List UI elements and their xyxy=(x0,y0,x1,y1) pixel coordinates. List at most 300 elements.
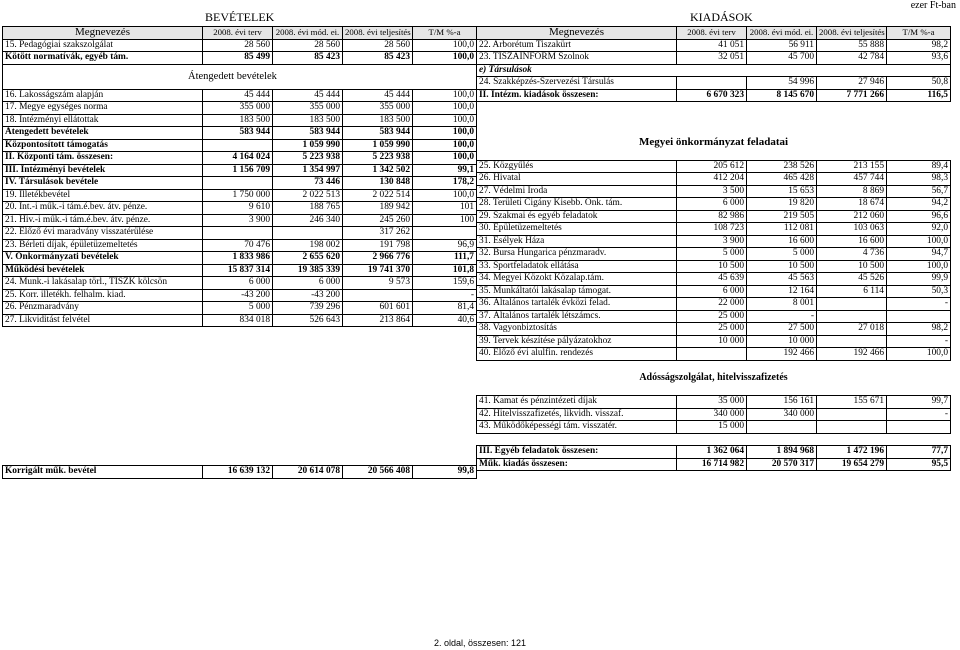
row-value: 130 848 xyxy=(343,177,413,190)
row-value: - xyxy=(887,298,951,311)
row-label: Kötött normatívák, egyéb tám. xyxy=(3,52,203,65)
row-value: 2 022 513 xyxy=(273,189,343,202)
row-label: 18. Intézményi ellátottak xyxy=(3,114,203,127)
row-value: 35 000 xyxy=(677,396,747,409)
table-row xyxy=(3,302,477,315)
row-value: 16 600 xyxy=(747,235,817,248)
row-value: 45 563 xyxy=(747,273,817,286)
row-label: II. Intézm. kiadások összesen: xyxy=(477,89,677,102)
row-value: 1 472 196 xyxy=(817,446,887,459)
row-label: 36. Általános tartalék évközi felad. xyxy=(477,298,677,311)
row-value: 457 744 xyxy=(817,173,887,186)
row-label: Központosított támogatás xyxy=(3,139,203,152)
blank-row xyxy=(3,442,477,454)
atengedett-heading: Átengedett bevételek xyxy=(3,64,477,89)
row-value: 188 765 xyxy=(273,202,343,215)
row-value: 4 736 xyxy=(817,248,887,261)
unit-label: ezer Ft-ban xyxy=(910,0,956,11)
row-value: 89,4 xyxy=(887,160,951,173)
column-header: T/M %-a xyxy=(413,27,477,40)
row-value: 16 714 982 xyxy=(677,458,747,471)
expense-table xyxy=(476,26,951,471)
table-row xyxy=(477,160,951,173)
row-label: 23. Bérleti díjak, épületüzemeltetés xyxy=(3,239,203,252)
row-value: 100 xyxy=(413,214,477,227)
column-header: 2008. évi teljesítés xyxy=(343,27,413,40)
row-value: 6 000 xyxy=(273,277,343,290)
row-value: 103 063 xyxy=(817,223,887,236)
row-value: 465 428 xyxy=(747,173,817,186)
row-value: 100,0 xyxy=(413,114,477,127)
row-value xyxy=(817,408,887,421)
table-row xyxy=(477,408,951,421)
row-value: 15 837 314 xyxy=(203,264,273,277)
row-value: 9 610 xyxy=(203,202,273,215)
table-row xyxy=(3,52,477,65)
blank-row xyxy=(477,114,951,126)
page-footer: 2. oldal, összesen: 121 xyxy=(433,638,527,648)
row-value: - xyxy=(887,408,951,421)
row-label: 24. Szakképzés-Szervezési Társulás xyxy=(477,77,677,90)
row-label: 33. Sportfeladatok ellátása xyxy=(477,260,677,273)
row-label: 21. Hiv.-i műk.-i tám.é.bev. átv. pénze. xyxy=(3,214,203,227)
row-value: 18 674 xyxy=(817,198,887,211)
table-row xyxy=(3,127,477,140)
blank-row xyxy=(3,431,477,443)
blank-cell xyxy=(477,125,951,137)
row-label: 27. Likviditást felvétel xyxy=(3,314,203,327)
row-value: 10 000 xyxy=(677,335,747,348)
row-value: 189 942 xyxy=(343,202,413,215)
row-value: 55 888 xyxy=(817,39,887,52)
row-value xyxy=(203,227,273,240)
table-row xyxy=(477,285,951,298)
row-value: 96,9 xyxy=(413,239,477,252)
table-row xyxy=(3,89,477,102)
row-value: 340 000 xyxy=(677,408,747,421)
column-header: 2008. évi terv xyxy=(677,27,747,40)
row-value: 32 051 xyxy=(677,52,747,65)
blank-row xyxy=(477,360,951,372)
row-value: 6 670 323 xyxy=(677,89,747,102)
blank-row xyxy=(477,125,951,137)
muk-total-row xyxy=(477,458,951,471)
column-header: 2008. évi terv xyxy=(203,27,273,40)
column-header: 2008. évi teljesítés xyxy=(817,27,887,40)
row-value xyxy=(273,227,343,240)
row-label: 43. Működőképességi tám. visszatér. xyxy=(477,421,677,434)
blank-row xyxy=(477,433,951,446)
blank-cell xyxy=(3,442,477,454)
blank-cell xyxy=(477,114,951,126)
table-row xyxy=(477,273,951,286)
table-row xyxy=(3,114,477,127)
blank-cell xyxy=(3,396,477,408)
blank-row xyxy=(3,339,477,351)
table-row xyxy=(477,396,951,409)
blank-cell xyxy=(3,431,477,443)
table-row xyxy=(477,198,951,211)
table-row xyxy=(477,39,951,52)
row-value: 178,2 xyxy=(413,177,477,190)
row-value: - xyxy=(413,289,477,302)
row-value: 28 560 xyxy=(343,39,413,52)
egyeb-total-row xyxy=(477,446,951,459)
table-row xyxy=(3,227,477,240)
blank-cell xyxy=(477,360,951,372)
row-label: 25. Korr. illetékh. felhalm. kiad. xyxy=(3,289,203,302)
row-label: Korrigált műk. bevétel xyxy=(3,466,203,479)
row-value xyxy=(817,421,887,434)
row-value: 56,7 xyxy=(887,185,951,198)
row-value: 183 500 xyxy=(343,114,413,127)
income-section-title: BEVÉTELEK xyxy=(205,10,275,24)
blank-cell xyxy=(3,373,477,385)
table-row xyxy=(3,239,477,252)
row-value: 213 155 xyxy=(817,160,887,173)
row-value: 100,0 xyxy=(413,39,477,52)
row-label: 25. Közgyűlés xyxy=(477,160,677,173)
row-label: 20. Int.-i műk.-i tám.é.bev. átv. pénze. xyxy=(3,202,203,215)
row-value: 238 526 xyxy=(747,160,817,173)
row-value: 198 002 xyxy=(273,239,343,252)
row-label: 31. Esélyek Háza xyxy=(477,235,677,248)
table-row xyxy=(477,335,951,348)
row-value: 3 500 xyxy=(677,185,747,198)
row-value: 1 750 000 xyxy=(203,189,273,202)
row-value: 5 223 938 xyxy=(343,152,413,165)
income-total-row xyxy=(3,466,477,479)
row-value xyxy=(747,421,817,434)
row-value: -43 200 xyxy=(273,289,343,302)
header-row xyxy=(477,27,951,40)
row-value: 412 204 xyxy=(677,173,747,186)
blank-row xyxy=(3,362,477,374)
row-value: 82 986 xyxy=(677,210,747,223)
blank-row xyxy=(477,148,951,160)
row-value: 212 060 xyxy=(817,210,887,223)
blank-cell xyxy=(3,362,477,374)
row-value xyxy=(343,289,413,302)
row-value: 739 296 xyxy=(273,302,343,315)
row-value: 15 000 xyxy=(677,421,747,434)
row-value: 5 000 xyxy=(677,248,747,261)
row-value: 81,4 xyxy=(413,302,477,315)
row-value: 1 342 502 xyxy=(343,164,413,177)
row-value: 98,2 xyxy=(887,323,951,336)
table-row xyxy=(3,289,477,302)
adossag-heading: Adósságszolgálat, hitelvisszafizetés xyxy=(639,372,788,384)
row-value: 8 145 670 xyxy=(747,89,817,102)
row-value: 100,0 xyxy=(413,139,477,152)
row-label: 23. TISZAINFORM Szolnok xyxy=(477,52,677,65)
row-value: 73 446 xyxy=(273,177,343,190)
row-value: 93,6 xyxy=(887,52,951,65)
row-label: 41. Kamat és pénzintézeti díjak xyxy=(477,396,677,409)
row-value xyxy=(887,310,951,323)
row-value: 191 798 xyxy=(343,239,413,252)
row-value: 1 362 064 xyxy=(677,446,747,459)
row-value: 101,8 xyxy=(413,264,477,277)
table-row xyxy=(477,260,951,273)
row-value: 100,0 xyxy=(413,152,477,165)
megyei-heading: Megyei önkormányzat feladatai xyxy=(638,136,789,148)
blank-row xyxy=(3,408,477,420)
row-label: 29. Szakmai és egyéb feladatok xyxy=(477,210,677,223)
blank-cell xyxy=(3,454,477,466)
row-label: 32. Bursa Hungarica pénzmaradv. xyxy=(477,248,677,261)
row-value: 92,0 xyxy=(887,223,951,236)
row-value xyxy=(677,77,747,90)
row-value: 16 600 xyxy=(817,235,887,248)
row-value: 19 820 xyxy=(747,198,817,211)
row-value xyxy=(203,139,273,152)
blank-cell xyxy=(477,384,951,396)
blank-row xyxy=(3,396,477,408)
table-row xyxy=(3,314,477,327)
row-value: 183 500 xyxy=(273,114,343,127)
row-value: 99,7 xyxy=(887,396,951,409)
row-value: 601 601 xyxy=(343,302,413,315)
row-value: 94,7 xyxy=(887,248,951,261)
row-label: V. Önkormányzati bevételek xyxy=(3,252,203,265)
row-value: 4 164 024 xyxy=(203,152,273,165)
row-value: 19 385 339 xyxy=(273,264,343,277)
row-label: 34. Megyei Közokt Közalap.tám. xyxy=(477,273,677,286)
row-value xyxy=(677,348,747,361)
row-value: 40,6 xyxy=(413,314,477,327)
row-label: 17. Megye egységes norma xyxy=(3,102,203,115)
row-label: 27. Védelmi Iroda xyxy=(477,185,677,198)
row-value: 355 000 xyxy=(273,102,343,115)
row-value: 45 444 xyxy=(273,89,343,102)
row-value: 15 653 xyxy=(747,185,817,198)
table-row xyxy=(477,223,951,236)
row-value: 317 262 xyxy=(343,227,413,240)
table-row xyxy=(3,177,477,190)
row-value: 98,2 xyxy=(887,39,951,52)
row-value: 159,6 xyxy=(413,277,477,290)
row-value: 10 500 xyxy=(747,260,817,273)
blank-cell xyxy=(3,327,477,339)
table-row xyxy=(3,152,477,165)
blank-row xyxy=(3,454,477,466)
row-label: 37. Általános tartalék létszámcs. xyxy=(477,310,677,323)
table-row xyxy=(477,248,951,261)
row-value: 70 476 xyxy=(203,239,273,252)
row-value: 2 966 776 xyxy=(343,252,413,265)
table-row xyxy=(3,277,477,290)
income-table xyxy=(2,26,477,479)
row-value: 355 000 xyxy=(203,102,273,115)
table-row xyxy=(3,189,477,202)
row-label: 26. Hivatal xyxy=(477,173,677,186)
row-value: 10 500 xyxy=(677,260,747,273)
row-value: 20 614 078 xyxy=(273,466,343,479)
row-value: 1 059 990 xyxy=(343,139,413,152)
row-value: 1 059 990 xyxy=(273,139,343,152)
row-value: 94,2 xyxy=(887,198,951,211)
blank-cell xyxy=(3,339,477,351)
blank-cell xyxy=(3,350,477,362)
blank-row xyxy=(3,419,477,431)
column-header: T/M %-a xyxy=(887,27,951,40)
row-value: 100,0 xyxy=(887,348,951,361)
row-value: 100,0 xyxy=(413,189,477,202)
row-value: 45 444 xyxy=(203,89,273,102)
row-value: 1 894 968 xyxy=(747,446,817,459)
tarsulasok-heading xyxy=(477,64,951,77)
table-row xyxy=(477,323,951,336)
table-row xyxy=(477,298,951,311)
row-label: 35. Munkáltatói lakásalap támogat. xyxy=(477,285,677,298)
row-value: 246 340 xyxy=(273,214,343,227)
row-value: 77,7 xyxy=(887,446,951,459)
blank-cell xyxy=(3,419,477,431)
column-header: 2008. évi mód. ei. xyxy=(273,27,343,40)
row-label: 22. Arborétum Tiszakürt xyxy=(477,39,677,52)
row-value: 12 164 xyxy=(747,285,817,298)
row-value xyxy=(817,335,887,348)
row-value: 583 944 xyxy=(203,127,273,140)
blank-cell xyxy=(3,385,477,397)
row-value: 54 996 xyxy=(747,77,817,90)
row-value: 45 526 xyxy=(817,273,887,286)
row-value: 85 423 xyxy=(273,52,343,65)
blank-row xyxy=(3,327,477,339)
header-row xyxy=(3,27,477,40)
row-value: 219 505 xyxy=(747,210,817,223)
row-value: 1 156 709 xyxy=(203,164,273,177)
row-value: 101 xyxy=(413,202,477,215)
column-header: 2008. évi mód. ei. xyxy=(747,27,817,40)
expense-section-title: KIADÁSOK xyxy=(690,10,753,24)
row-value: 10 500 xyxy=(817,260,887,273)
row-value: 6 114 xyxy=(817,285,887,298)
row-label: 38. Vagyonbiztosítás xyxy=(477,323,677,336)
tarsulasok-heading-text: e) Társulások xyxy=(477,64,951,77)
row-value: 156 161 xyxy=(747,396,817,409)
row-value: 56 911 xyxy=(747,39,817,52)
table-row xyxy=(3,102,477,115)
blank-cell xyxy=(3,408,477,420)
row-value: 100,0 xyxy=(413,127,477,140)
row-value: 5 223 938 xyxy=(273,152,343,165)
row-value: 27 018 xyxy=(817,323,887,336)
row-value: 100,0 xyxy=(887,235,951,248)
row-value: 98,3 xyxy=(887,173,951,186)
row-value: 111,7 xyxy=(413,252,477,265)
table-row xyxy=(3,202,477,215)
table-row xyxy=(477,173,951,186)
blank-row xyxy=(3,350,477,362)
row-value: 45 444 xyxy=(343,89,413,102)
row-value: 205 612 xyxy=(677,160,747,173)
row-label: 30. Épületüzemeltetés xyxy=(477,223,677,236)
row-value: - xyxy=(887,335,951,348)
table-row xyxy=(477,421,951,434)
row-label: 22. Előző évi maradvány visszatérülése xyxy=(3,227,203,240)
row-value: 116,5 xyxy=(887,89,951,102)
row-value: 100,0 xyxy=(413,89,477,102)
row-value: 7 771 266 xyxy=(817,89,887,102)
row-value: 28 560 xyxy=(203,39,273,52)
blank-row xyxy=(477,102,951,114)
row-value: -43 200 xyxy=(203,289,273,302)
row-value: 834 018 xyxy=(203,314,273,327)
row-value: 27 946 xyxy=(817,77,887,90)
row-value: 355 000 xyxy=(343,102,413,115)
row-value: 25 000 xyxy=(677,310,747,323)
row-label: Működési bevételek xyxy=(3,264,203,277)
blank-row xyxy=(3,385,477,397)
intezm-total-row xyxy=(477,89,951,102)
row-value: 6 000 xyxy=(203,277,273,290)
table-row xyxy=(3,264,477,277)
row-value: 99,1 xyxy=(413,164,477,177)
row-value: 3 900 xyxy=(677,235,747,248)
row-value: 8 001 xyxy=(747,298,817,311)
blank-row xyxy=(477,384,951,396)
row-value: 85 499 xyxy=(203,52,273,65)
row-value: 10 000 xyxy=(747,335,817,348)
row-value: 41 051 xyxy=(677,39,747,52)
row-label: III. Intézményi bevételek xyxy=(3,164,203,177)
table-row xyxy=(477,52,951,65)
column-header: Megnevezés xyxy=(3,27,203,40)
table-row xyxy=(477,185,951,198)
table-row xyxy=(3,139,477,152)
row-value: 100,0 xyxy=(413,52,477,65)
row-label: 42. Hitelvisszafizetés, likvidh. visszaf. xyxy=(477,408,677,421)
table-row xyxy=(3,164,477,177)
row-value: 192 466 xyxy=(817,348,887,361)
row-value xyxy=(817,298,887,311)
row-value: 583 944 xyxy=(343,127,413,140)
row-value: 27 500 xyxy=(747,323,817,336)
row-value: 9 573 xyxy=(343,277,413,290)
megyei-heading-row xyxy=(477,137,951,149)
row-value: 1 833 986 xyxy=(203,252,273,265)
row-value: 100,0 xyxy=(887,260,951,273)
row-value: 1 354 997 xyxy=(273,164,343,177)
row-value xyxy=(817,310,887,323)
row-value: 16 639 132 xyxy=(203,466,273,479)
row-value: 213 864 xyxy=(343,314,413,327)
row-value xyxy=(203,177,273,190)
row-value: 6 000 xyxy=(677,198,747,211)
table-row xyxy=(477,210,951,223)
blank-cell xyxy=(477,102,951,114)
row-label: 15. Pedagógiai szakszolgálat xyxy=(3,39,203,52)
blank-cell xyxy=(477,148,951,160)
table-row xyxy=(477,310,951,323)
table-row xyxy=(477,77,951,90)
row-label: 28. Területi Cigány Kisebb. Önk. tám. xyxy=(477,198,677,211)
row-value: 20 566 408 xyxy=(343,466,413,479)
row-value: 28 560 xyxy=(273,39,343,52)
row-label: 40. Előző évi alulfin. rendezés xyxy=(477,348,677,361)
table-row xyxy=(477,235,951,248)
row-value: 45 639 xyxy=(677,273,747,286)
table-row xyxy=(3,252,477,265)
blank-cell xyxy=(477,433,951,446)
row-value: 183 500 xyxy=(203,114,273,127)
row-value: 245 260 xyxy=(343,214,413,227)
row-label: Átengedett bevételek xyxy=(3,127,203,140)
table-row xyxy=(3,39,477,52)
row-value: 2 655 620 xyxy=(273,252,343,265)
